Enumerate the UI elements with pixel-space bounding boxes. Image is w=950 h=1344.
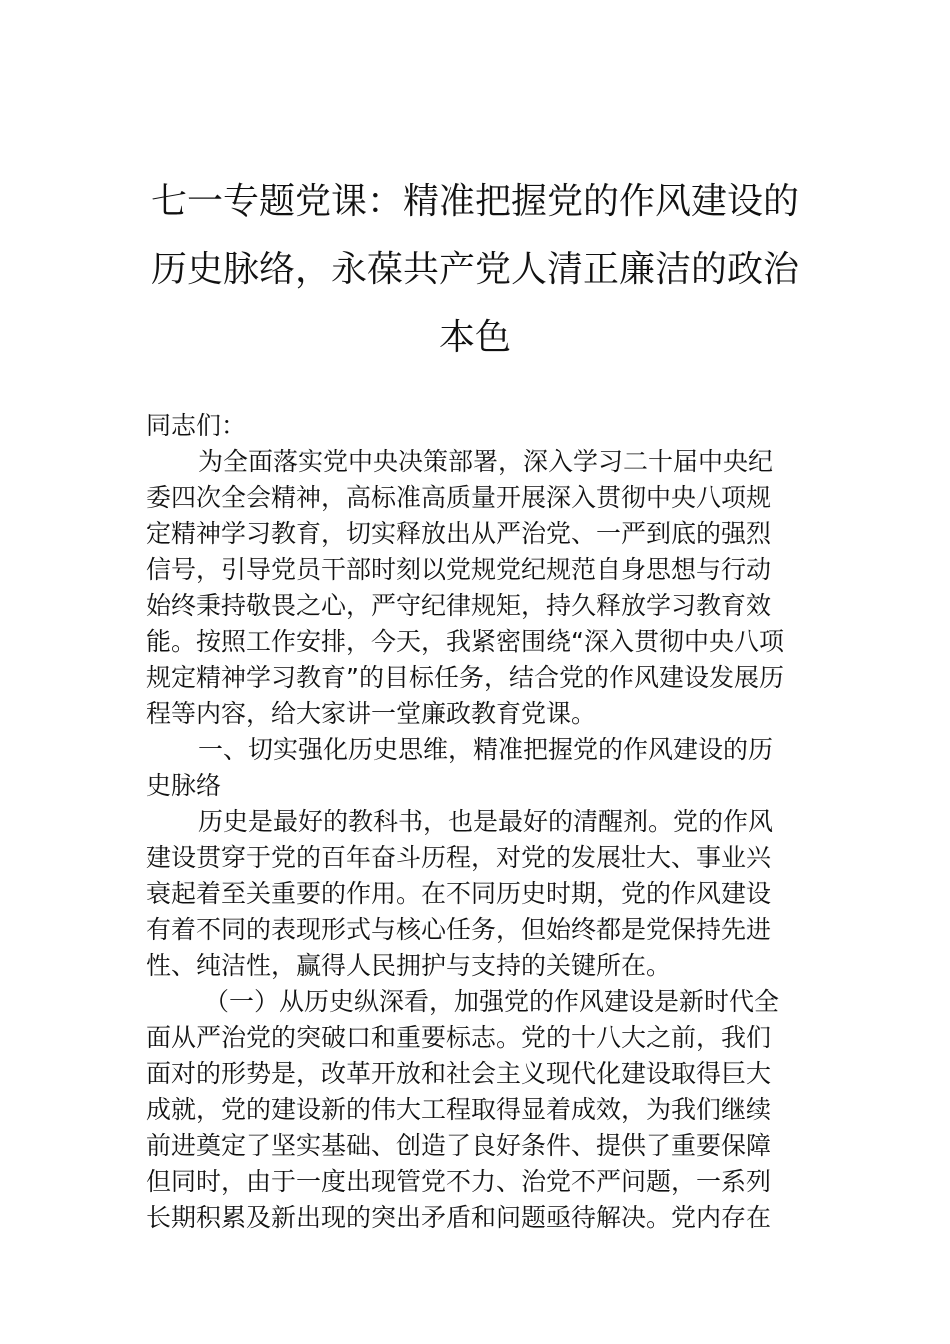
- body-line: 为全面落实党中央决策部署，深入学习二十届中央纪: [198, 447, 774, 476]
- body-line: 一、切实强化历史思维，精准把握党的作风建设的历: [198, 735, 774, 764]
- body-line: 委四次全会精神，高标准高质量开展深入贯彻中央八项规: [146, 483, 772, 512]
- document-body: [146, 408, 806, 1236]
- body-line: 面从严治党的突破口和重要标志。党的十八大之前，我们: [146, 1023, 772, 1052]
- body-line: 前进奠定了坚实基础、创造了良好条件、提供了重要保障: [146, 1131, 772, 1160]
- body-line: 性、纯洁性，赢得人民拥护与支持的关键所在。: [146, 951, 672, 980]
- body-line: 历史是最好的教科书，也是最好的清醒剂。党的作风: [198, 807, 774, 836]
- title-line: 七一专题党课：精准把握党的作风建设的: [150, 181, 799, 222]
- body-line: 建设贯穿于党的百年奋斗历程，对党的发展壮大、事业兴: [146, 843, 772, 872]
- body-line: 始终秉持敬畏之心，严守纪律规矩，持久释放学习教育效: [146, 591, 772, 620]
- body-line: 面对的形势是，改革开放和社会主义现代化建设取得巨大: [146, 1059, 772, 1088]
- body-line: 史脉络: [146, 771, 222, 800]
- body-line: 定精神学习教育，切实释放出从严治党、一严到底的强烈: [146, 519, 772, 548]
- title-line: 本色: [438, 317, 511, 358]
- body-line: 长期积累及新出现的突出矛盾和问题亟待解决。党内存在: [146, 1203, 772, 1232]
- body-line: 衰起着至关重要的作用。在不同历史时期，党的作风建设: [146, 879, 772, 908]
- body-line: 信号，引导党员干部时刻以党规党纪规范自身思想与行动: [146, 555, 772, 584]
- body-line: 但同时，由于一度出现管党不力、治党不严问题，一系列: [146, 1167, 772, 1196]
- body-line: 同志们：: [146, 411, 247, 440]
- body-line: 成就，党的建设新的伟大工程取得显着成效，为我们继续: [146, 1095, 772, 1124]
- document-title: [140, 168, 810, 372]
- body-line: 程等内容，给大家讲一堂廉政教育党课。: [146, 699, 597, 728]
- body-line: 有着不同的表现形式与核心任务，但始终都是党保持先进: [146, 915, 772, 944]
- title-line: 历史脉络，永葆共产党人清正廉洁的政治: [150, 249, 799, 290]
- body-line: （一）从历史纵深看，加强党的作风建设是新时代全: [204, 987, 780, 1016]
- body-line: 能。按照工作安排，今天，我紧密围绕“深入贯彻中央八项: [146, 627, 784, 656]
- body-line: 规定精神学习教育”的目标任务，结合党的作风建设发展历: [146, 663, 784, 692]
